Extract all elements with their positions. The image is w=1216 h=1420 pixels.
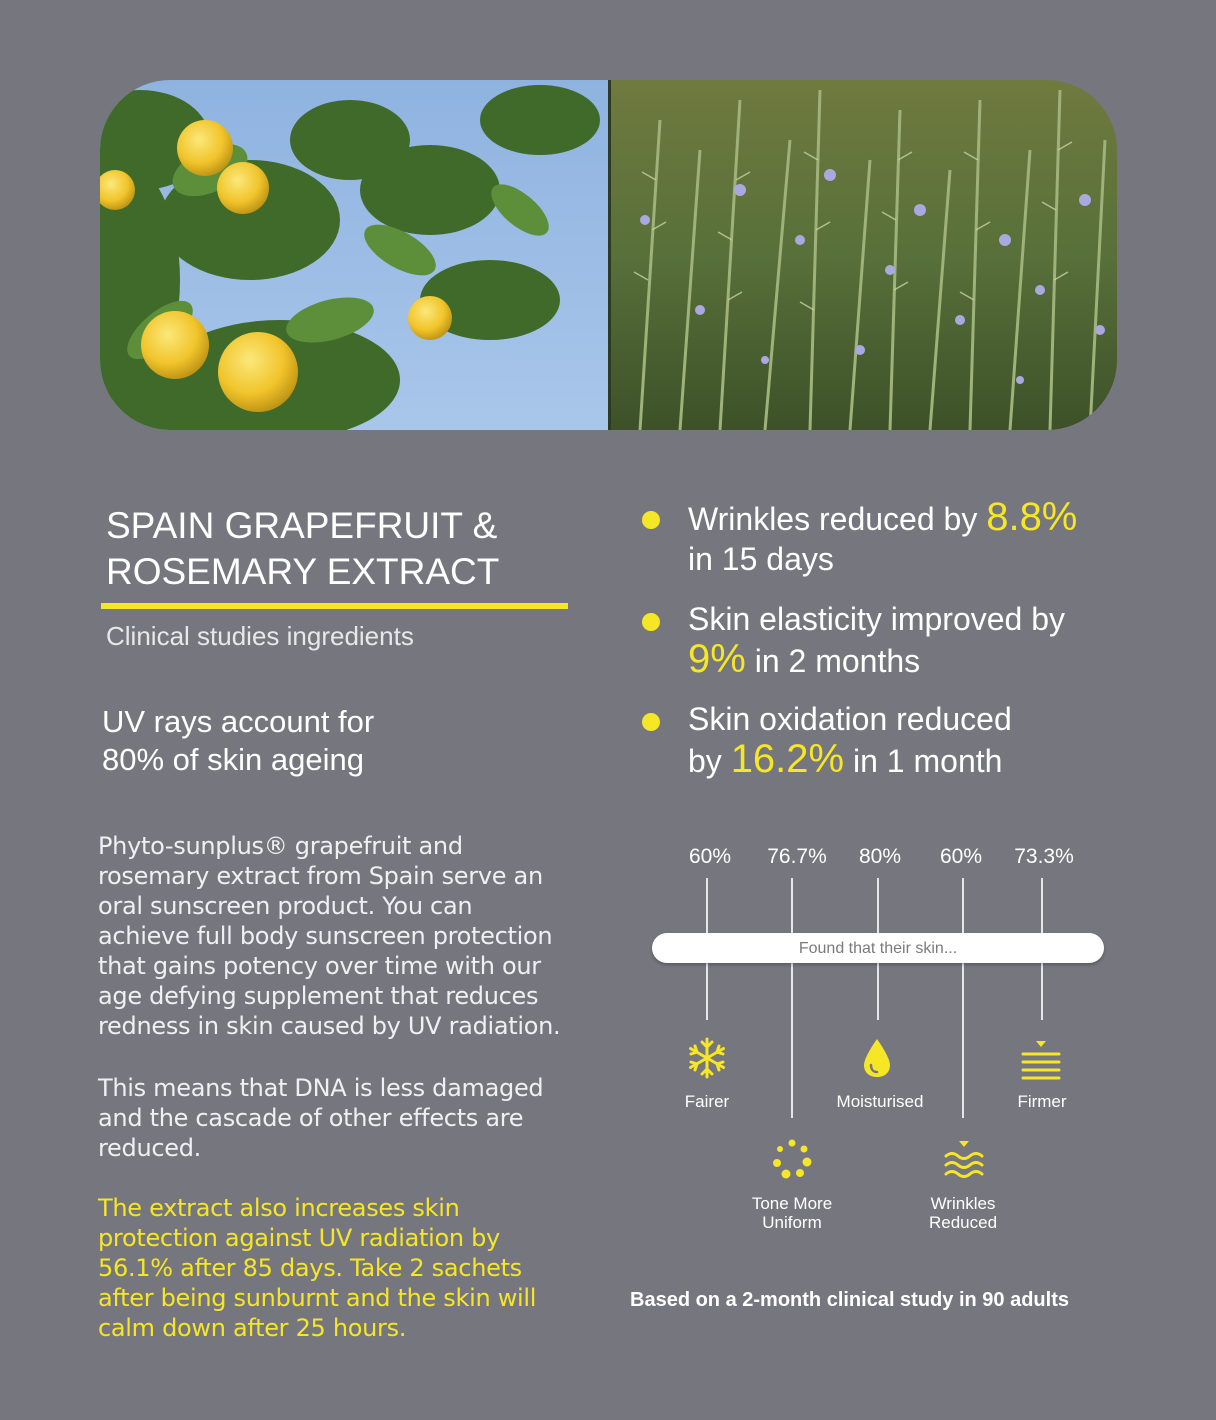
rosemary-plants-photo [611,80,1117,430]
benefit-text: in 2 months [745,643,921,679]
benefit-highlight: 8.8% [986,495,1078,539]
benefit-highlight: 9% [688,637,746,681]
benefit-item [640,699,1012,781]
stat-connector-line [962,878,964,1118]
bullet-dot-icon [642,613,660,631]
stat-percent-wrinkles: 60% [939,845,983,868]
benefit-item [640,599,1065,681]
description-paragraph-2: This means that DNA is less damaged and the cascade of other effects are reduced. [98,1074,544,1162]
tone-label-line-1: Tone More [751,1194,833,1213]
product-title [106,503,576,595]
benefit-text: Wrinkles reduced by [688,501,987,537]
stat-connector-line [791,878,793,1118]
bullet-dot-icon [642,713,660,731]
benefit-text: Skin oxidation reduced [688,701,1012,737]
wrinkles-label-line-1: Wrinkles [930,1194,996,1213]
uv-line-2: 80% of skin ageing [102,742,364,777]
benefit-text: in 15 days [688,541,834,577]
title-underline [101,603,568,609]
benefit-text: in 1 month [844,743,1003,779]
stat-percent-firmer: 73.3% [1014,845,1074,868]
wrinkles-label-line-2: Reduced [928,1213,998,1232]
benefit-text: Skin elasticity improved by [688,601,1066,637]
uv-statement [102,703,522,779]
firmer-label: Firmer [1017,1092,1067,1111]
header-photo-banner [100,80,1117,430]
wrinkles-reduced-label [929,1194,997,1232]
moisturised-label: Moisturised [836,1092,924,1111]
description-paragraph-1: Phyto-sunplus® grapefruit and rosemary extract from Spain serve an oral sunscreen product. You can achieve full body sunscreen protection that gains potency over time with our age defying supplement that reduces redness in skin caused by UV radiation. [98,832,561,1040]
benefit-item [640,497,1077,579]
tone-label-line-2: Uniform [762,1213,822,1232]
subtitle: Clinical studies ingredients [106,621,414,651]
wave-lines-icon [943,1140,985,1185]
stat-percent-fairer: 60% [688,845,732,868]
bullet-dot-icon [642,511,660,529]
tone-uniform-label [752,1194,832,1232]
study-footnote: Based on a 2-month clinical study in 90 adults [630,1289,1069,1311]
benefit-text: by [688,743,731,779]
stat-percent-moisturised: 80% [858,845,902,868]
uv-line-1: UV rays account for [102,704,375,739]
water-drop-icon [860,1037,894,1084]
dots-circle-icon [771,1138,813,1185]
fairer-label: Fairer [684,1092,730,1111]
title-line-2: ROSEMARY EXTRACT [106,551,500,592]
header-photos [100,80,1117,430]
grapefruit-tree-photo [100,80,610,430]
stat-percent-tone: 76.7% [767,845,827,868]
firm-lines-icon [1020,1040,1062,1085]
benefit-highlight: 16.2% [730,737,845,781]
found-skin-pill: Found that their skin... [652,933,1104,963]
title-line-1: SPAIN GRAPEFRUIT & [106,505,498,546]
description-paragraph-3: The extract also increases skin protection against UV radiation by 56.1% after 85 days. Take 2 sachets after being sunburnt and the skin will calm down after 25 hours. [98,1194,537,1342]
snowflake-icon [686,1037,728,1084]
